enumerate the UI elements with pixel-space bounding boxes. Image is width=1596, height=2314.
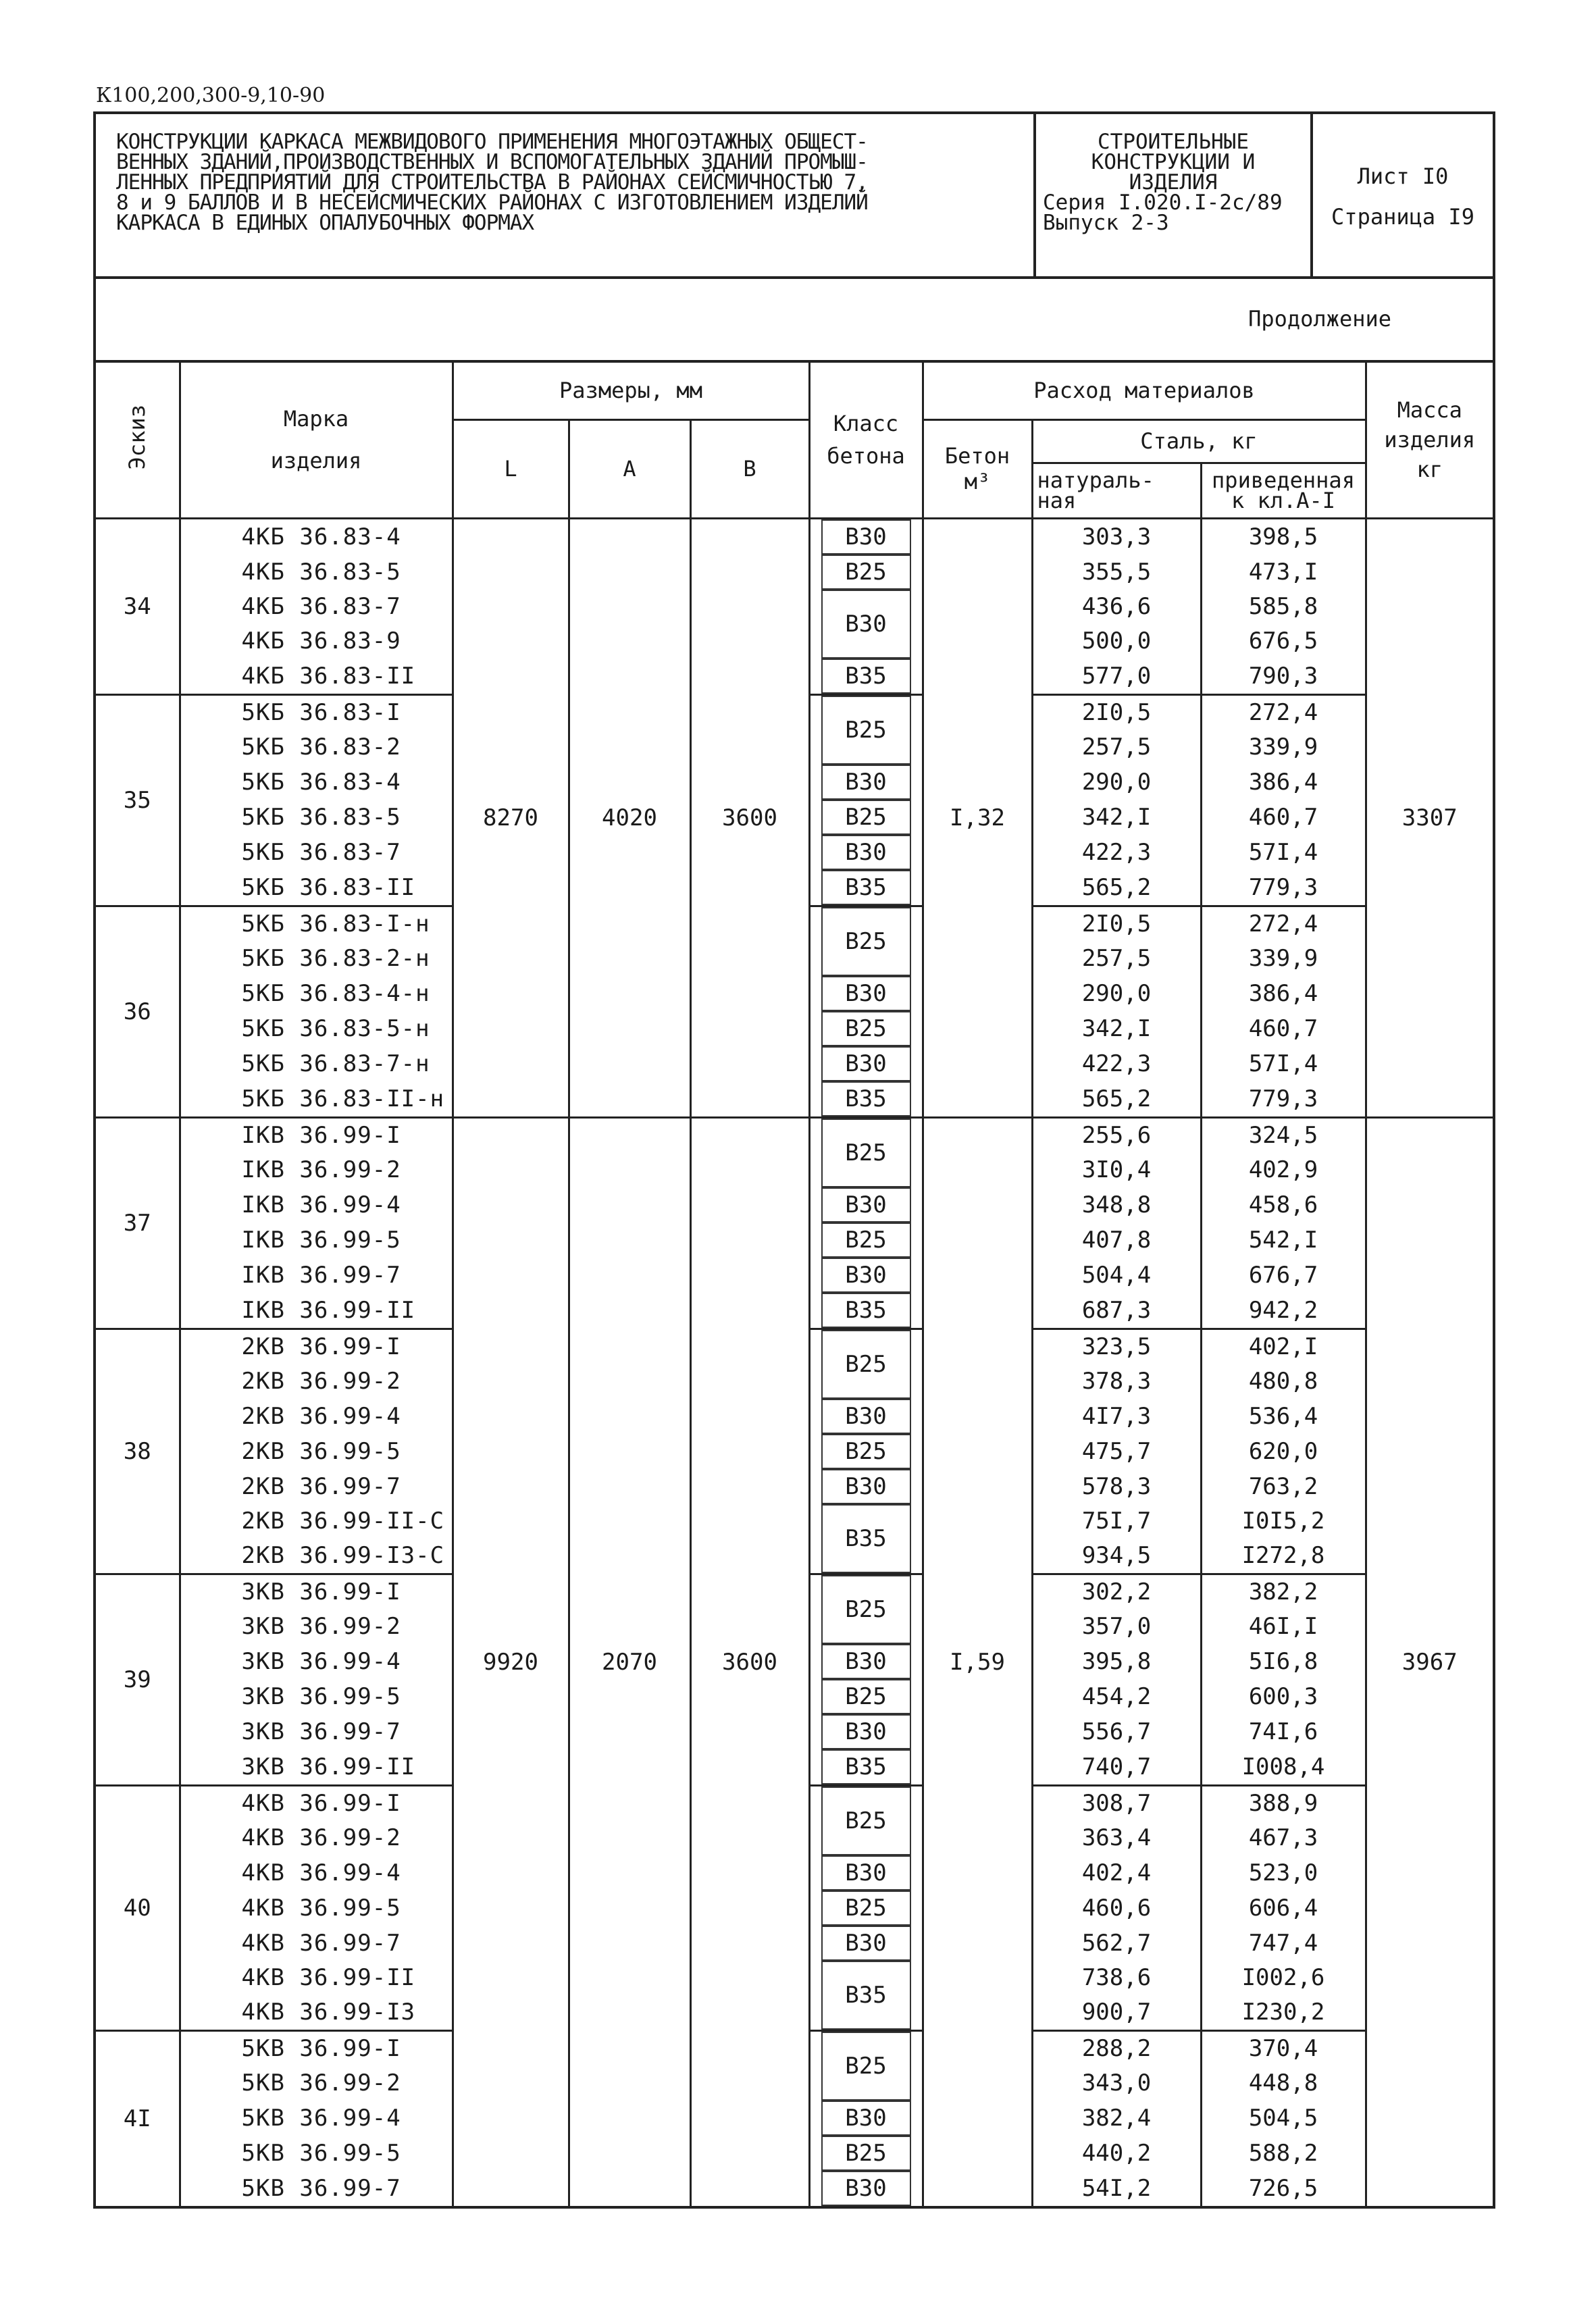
steel-reduced: 779,3 [1201, 1081, 1366, 1118]
steel-reduced: 57I,4 [1201, 1046, 1366, 1081]
product-mark: 2КВ 36.99-7 [180, 1469, 453, 1504]
sheet-block [1313, 114, 1493, 276]
product-mark: 3КВ 36.99-5 [180, 1679, 453, 1714]
table-body [96, 518, 1493, 2206]
sketch-number: 40 [96, 1785, 180, 2030]
steel-reduced: 448,8 [1201, 2066, 1366, 2101]
steel-header: Сталь, кг [1032, 419, 1366, 463]
product-mark: 3КВ 36.99-4 [180, 1644, 453, 1679]
table-row [96, 1117, 1493, 1153]
steel-natural: 440,2 [1032, 2136, 1201, 2171]
steel-reduced-header: приведенная к кл.А-I [1201, 463, 1366, 518]
concrete-class [809, 1329, 923, 1399]
product-mark: 3КВ 36.99-7 [180, 1714, 453, 1749]
steel-natural: 343,0 [1032, 2066, 1201, 2101]
steel-reduced: 272,4 [1201, 694, 1366, 730]
length-header: L [453, 419, 569, 518]
mark-header: Марка изделия [180, 363, 453, 518]
steel-reduced: 473,I [1201, 555, 1366, 590]
concrete-class [809, 1679, 923, 1714]
steel-reduced: 458,6 [1201, 1187, 1366, 1223]
steel-natural: 2I0,5 [1032, 694, 1201, 730]
steel-reduced: 402,I [1201, 1329, 1366, 1364]
issue-number: Выпуск 2-3 [1043, 211, 1169, 235]
title-line: ЛЕННЫХ ПРЕДПРИЯТИЙ ДЛЯ СТРОИТЕЛЬСТВА В РАЙОНАХ СЕЙСМИЧНОСТЬЮ 7, [116, 170, 868, 195]
table-row [96, 518, 1493, 555]
concrete-class-label: В30 [821, 1399, 911, 1434]
concrete-class [809, 2136, 923, 2171]
concrete-class [809, 765, 923, 800]
steel-natural: 900,7 [1032, 1995, 1201, 2030]
product-mark: IКВ 36.99-2 [180, 1153, 453, 1187]
product-mark: 5КБ 36.83-7 [180, 835, 453, 870]
product-mark: IКВ 36.99-I [180, 1117, 453, 1153]
product-mark: 4КБ 36.83-II [180, 659, 453, 695]
steel-natural: 3I0,4 [1032, 1153, 1201, 1187]
steel-natural: 454,2 [1032, 1679, 1201, 1714]
product-mark: 3КВ 36.99-2 [180, 1610, 453, 1644]
steel-natural: 363,4 [1032, 1821, 1201, 1855]
concrete-class [809, 2171, 923, 2206]
concrete-class-label: В30 [821, 1469, 911, 1504]
title-line: КОНСТРУКЦИИ КАРКАСА МЕЖВИДОВОГО ПРИМЕНЕНИЯ МНОГОЭТАЖНЫХ ОБЩЕСТ- [116, 130, 868, 154]
sketch-number: 35 [96, 694, 180, 906]
steel-reduced: 542,I [1201, 1223, 1366, 1258]
concrete-class [809, 1961, 923, 2031]
concrete-class [809, 2101, 923, 2136]
steel-natural: 565,2 [1032, 1081, 1201, 1118]
product-mark: 4КВ 36.99-5 [180, 1891, 453, 1926]
concrete-class-label: В30 [821, 2101, 911, 2136]
steel-natural: 342,I [1032, 800, 1201, 835]
steel-reduced: 339,9 [1201, 730, 1366, 765]
steel-reduced: 460,7 [1201, 1011, 1366, 1046]
product-mark: 4КБ 36.83-9 [180, 624, 453, 659]
steel-reduced: I230,2 [1201, 1995, 1366, 2030]
product-mark: 4КВ 36.99-I [180, 1785, 453, 1821]
steel-natural: 500,0 [1032, 624, 1201, 659]
continuation-label: Продолжение [1248, 306, 1391, 332]
steel-natural: 308,7 [1032, 1785, 1201, 1821]
steel-reduced: 747,4 [1201, 1926, 1366, 1961]
steel-reduced: 585,8 [1201, 590, 1366, 624]
steel-natural: 460,6 [1032, 1891, 1201, 1926]
steel-natural: 302,2 [1032, 1574, 1201, 1610]
concrete-class [809, 518, 923, 555]
steel-natural: 75I,7 [1032, 1504, 1201, 1539]
product-mark: 3КВ 36.99-I [180, 1574, 453, 1610]
series-heading-line: КОНСТРУКЦИИ И [1091, 150, 1256, 174]
product-mark: IКВ 36.99-4 [180, 1187, 453, 1223]
concrete-class [809, 1434, 923, 1469]
product-mass: 3307 [1366, 518, 1493, 1117]
product-mark: 5КВ 36.99-I [180, 2030, 453, 2066]
concrete-class [809, 555, 923, 590]
concrete-class [809, 1046, 923, 1081]
concrete-class-label: В30 [821, 1258, 911, 1293]
concrete-class-label: В25 [821, 907, 911, 976]
steel-reduced: 460,7 [1201, 800, 1366, 835]
product-mark: 5КБ 36.83-II [180, 870, 453, 906]
steel-reduced: 74I,6 [1201, 1714, 1366, 1749]
concrete-class-label: В25 [821, 1679, 911, 1714]
steel-reduced: 763,2 [1201, 1469, 1366, 1504]
concrete-class [809, 1117, 923, 1187]
product-mark: 5КВ 36.99-5 [180, 2136, 453, 2171]
steel-reduced: 504,5 [1201, 2101, 1366, 2136]
steel-reduced: 942,2 [1201, 1293, 1366, 1329]
steel-reduced: 726,5 [1201, 2171, 1366, 2206]
product-mark: 5КБ 36.83-7-н [180, 1046, 453, 1081]
sizes-header: Размеры, мм [453, 363, 809, 419]
steel-reduced: 779,3 [1201, 870, 1366, 906]
steel-natural: 577,0 [1032, 659, 1201, 695]
concrete-class [809, 1574, 923, 1644]
concrete-class [809, 835, 923, 870]
product-mark: 2КВ 36.99-I [180, 1329, 453, 1364]
document-code: К100,200,300-9,10-90 [96, 84, 326, 107]
concrete-class [809, 1293, 923, 1329]
series-heading-line: СТРОИТЕЛЬНЫЕ [1098, 130, 1249, 154]
steel-reduced: 480,8 [1201, 1364, 1366, 1399]
concrete-class-label: В35 [821, 1293, 911, 1328]
concrete-class-label: В25 [821, 1011, 911, 1046]
sketch-number: 36 [96, 906, 180, 1117]
steel-natural: 348,8 [1032, 1187, 1201, 1223]
steel-reduced: 386,4 [1201, 765, 1366, 800]
steel-natural: 4I7,3 [1032, 1399, 1201, 1434]
product-mark: 4КБ 36.83-7 [180, 590, 453, 624]
concrete-class [809, 1926, 923, 1961]
steel-reduced: I0I5,2 [1201, 1504, 1366, 1539]
steel-natural: 556,7 [1032, 1714, 1201, 1749]
steel-natural: 562,7 [1032, 1926, 1201, 1961]
steel-natural: 290,0 [1032, 976, 1201, 1011]
concrete-class [809, 1855, 923, 1891]
steel-reduced: 536,4 [1201, 1399, 1366, 1434]
product-mark: 5КБ 36.83-4 [180, 765, 453, 800]
product-mark: 5КБ 36.83-4-н [180, 976, 453, 1011]
product-mark: 2КВ 36.99-I3-С [180, 1538, 453, 1574]
size-b-value: 3600 [690, 518, 809, 1117]
concrete-class [809, 1504, 923, 1574]
concrete-volume: I,32 [923, 518, 1032, 1117]
steel-natural: 255,6 [1032, 1117, 1201, 1153]
product-mark: 4КВ 36.99-4 [180, 1855, 453, 1891]
product-mark: 5КБ 36.83-I [180, 694, 453, 730]
concrete-class-label: В35 [821, 659, 911, 694]
concrete-class [809, 694, 923, 765]
concrete-class [809, 2030, 923, 2101]
concrete-class [809, 1469, 923, 1504]
steel-natural: 504,4 [1032, 1258, 1201, 1293]
sketch-number: 39 [96, 1574, 180, 1785]
concrete-class-label: В25 [821, 1223, 911, 1258]
product-mark: 4КВ 36.99-II [180, 1961, 453, 1995]
steel-natural: 436,6 [1032, 590, 1201, 624]
specification-table [96, 363, 1493, 2206]
steel-natural: 934,5 [1032, 1538, 1201, 1574]
steel-reduced: 382,2 [1201, 1574, 1366, 1610]
product-mark: IКВ 36.99-II [180, 1293, 453, 1329]
steel-natural: 378,3 [1032, 1364, 1201, 1399]
b-header: B [690, 419, 809, 518]
sheet-number: Лист I0 [1357, 163, 1449, 189]
steel-natural: 578,3 [1032, 1469, 1201, 1504]
size-l-value: 9920 [453, 1117, 569, 2206]
concrete-class [809, 1258, 923, 1293]
steel-reduced: 402,9 [1201, 1153, 1366, 1187]
steel-reduced: I008,4 [1201, 1749, 1366, 1786]
page-number: Страница I9 [1331, 204, 1474, 230]
concrete-class-label: В30 [821, 835, 911, 870]
concrete-class-label: В30 [821, 1926, 911, 1961]
product-mark: 2КВ 36.99-2 [180, 1364, 453, 1399]
continuation-row [96, 279, 1493, 363]
steel-natural: 357,0 [1032, 1610, 1201, 1644]
product-mark: 5КВ 36.99-7 [180, 2171, 453, 2206]
concrete-class-label: В25 [821, 1575, 911, 1644]
steel-natural: 565,2 [1032, 870, 1201, 906]
product-mark: 5КБ 36.83-II-н [180, 1081, 453, 1118]
steel-reduced: 46I,I [1201, 1610, 1366, 1644]
product-mark: IКВ 36.99-7 [180, 1258, 453, 1293]
class-header: Класс бетона [809, 363, 923, 518]
steel-reduced: 386,4 [1201, 976, 1366, 1011]
concrete-class-label: В35 [821, 1504, 911, 1573]
steel-natural: 738,6 [1032, 1961, 1201, 1995]
steel-reduced: 588,2 [1201, 2136, 1366, 2171]
steel-reduced: 523,0 [1201, 1855, 1366, 1891]
concrete-class-label: В30 [821, 1644, 911, 1679]
steel-natural: 402,4 [1032, 1855, 1201, 1891]
steel-reduced: 370,4 [1201, 2030, 1366, 2066]
mass-header: Масса изделия кг [1366, 363, 1493, 518]
concrete-class [809, 870, 923, 906]
concrete-class [809, 906, 923, 976]
concrete-class-label: В35 [821, 1961, 911, 2030]
sketch-number: 38 [96, 1329, 180, 1574]
title-line: КАРКАСА В ЕДИНЫХ ОПАЛУБОЧНЫХ ФОРМАХ [116, 211, 534, 235]
concrete-class [809, 1749, 923, 1786]
concrete-class [809, 976, 923, 1011]
steel-reduced: 272,4 [1201, 906, 1366, 942]
concrete-class-label: В30 [821, 1714, 911, 1749]
concrete-class-label: В30 [821, 519, 911, 555]
concrete-class-label: В35 [821, 870, 911, 905]
steel-reduced: 676,7 [1201, 1258, 1366, 1293]
title-line: ВЕННЫХ ЗДАНИЙ,ПРОИЗВОДСТВЕННЫХ И ВСПОМОГАТЕЛЬНЫХ ЗДАНИЙ ПРОМЫШ- [116, 150, 868, 174]
steel-reduced: 398,5 [1201, 518, 1366, 555]
steel-natural: 475,7 [1032, 1434, 1201, 1469]
steel-natural: 2I0,5 [1032, 906, 1201, 942]
steel-natural: 687,3 [1032, 1293, 1201, 1329]
concrete-class-label: В25 [821, 1434, 911, 1469]
steel-reduced: I002,6 [1201, 1961, 1366, 1995]
concrete-class-label: В35 [821, 1749, 911, 1784]
concrete-class [809, 659, 923, 695]
concrete-class-label: В30 [821, 1046, 911, 1081]
steel-natural: 257,5 [1032, 942, 1201, 976]
product-mark: 4КБ 36.83-4 [180, 518, 453, 555]
concrete-class-label: В30 [821, 2171, 911, 2206]
concrete-class-label: В25 [821, 1119, 911, 1187]
concrete-class-label: В30 [821, 976, 911, 1011]
steel-reduced: 57I,4 [1201, 835, 1366, 870]
concrete-class-label: В30 [821, 1187, 911, 1223]
steel-reduced: I272,8 [1201, 1538, 1366, 1574]
title-line: 8 и 9 БАЛЛОВ И В НЕСЕЙСМИЧЕСКИХ РАЙОНАХ С ИЗГОТОВЛЕНИЕМ ИЗДЕЛИЙ [116, 190, 868, 215]
concrete-class-label: В35 [821, 1081, 911, 1116]
concrete-class [809, 1644, 923, 1679]
steel-natural: 342,I [1032, 1011, 1201, 1046]
steel-reduced: 467,3 [1201, 1821, 1366, 1855]
size-a-value: 2070 [569, 1117, 690, 2206]
steel-natural-header: натураль- ная [1032, 463, 1201, 518]
steel-natural: 257,5 [1032, 730, 1201, 765]
concrete-class [809, 1081, 923, 1118]
concrete-class [809, 1714, 923, 1749]
product-mark: 2КВ 36.99-4 [180, 1399, 453, 1434]
product-mark: 5КВ 36.99-2 [180, 2066, 453, 2101]
steel-reduced: 339,9 [1201, 942, 1366, 976]
materials-header: Расход материалов [923, 363, 1366, 419]
concrete-class-label: В25 [821, 1891, 911, 1926]
steel-reduced: 324,5 [1201, 1117, 1366, 1153]
concrete-class [809, 1785, 923, 1855]
product-mark: 5КБ 36.83-2-н [180, 942, 453, 976]
steel-natural: 407,8 [1032, 1223, 1201, 1258]
product-mass: 3967 [1366, 1117, 1493, 2206]
concrete-class-label: В25 [821, 2032, 911, 2101]
concrete-class [809, 1399, 923, 1434]
sketch-number: 34 [96, 518, 180, 694]
product-mark: 2КВ 36.99-5 [180, 1434, 453, 1469]
series-block [1036, 114, 1313, 276]
document-title [96, 114, 1036, 276]
size-a-value: 4020 [569, 518, 690, 1117]
concrete-volume: I,59 [923, 1117, 1032, 2206]
steel-natural: 54I,2 [1032, 2171, 1201, 2206]
concrete-class [809, 1223, 923, 1258]
size-l-value: 8270 [453, 518, 569, 1117]
sketch-header: Эскиз [96, 363, 180, 518]
series-heading-line: ИЗДЕЛИЯ [1129, 170, 1218, 195]
steel-natural: 355,5 [1032, 555, 1201, 590]
concrete-class-label: В30 [821, 1855, 911, 1891]
steel-reduced: 388,9 [1201, 1785, 1366, 1821]
product-mark: 4КВ 36.99-2 [180, 1821, 453, 1855]
product-mark: 5КБ 36.83-2 [180, 730, 453, 765]
steel-natural: 323,5 [1032, 1329, 1201, 1364]
steel-natural: 290,0 [1032, 765, 1201, 800]
concrete-class-label: В25 [821, 800, 911, 835]
series-number: Серия I.020.I-2с/89 [1043, 190, 1283, 215]
concrete-class [809, 1187, 923, 1223]
steel-natural: 395,8 [1032, 1644, 1201, 1679]
steel-natural: 740,7 [1032, 1749, 1201, 1786]
concrete-class-label: В25 [821, 1330, 911, 1399]
concrete-header: Бетон м³ [923, 419, 1032, 518]
concrete-class [809, 800, 923, 835]
concrete-class [809, 590, 923, 659]
concrete-class-label: В25 [821, 2136, 911, 2171]
concrete-class-label: В25 [821, 555, 911, 590]
steel-reduced: 620,0 [1201, 1434, 1366, 1469]
product-mark: 5КБ 36.83-5 [180, 800, 453, 835]
concrete-class-label: В30 [821, 765, 911, 800]
sketch-number: 37 [96, 1117, 180, 1329]
product-mark: 5КБ 36.83-I-н [180, 906, 453, 942]
steel-reduced: 606,4 [1201, 1891, 1366, 1926]
product-mark: 5КВ 36.99-4 [180, 2101, 453, 2136]
steel-reduced: 600,3 [1201, 1679, 1366, 1714]
concrete-class [809, 1891, 923, 1926]
concrete-class-label: В25 [821, 1786, 911, 1855]
product-mark: 4КБ 36.83-5 [180, 555, 453, 590]
steel-natural: 422,3 [1032, 835, 1201, 870]
sketch-number: 4I [96, 2030, 180, 2206]
product-mark: 2КВ 36.99-II-С [180, 1504, 453, 1539]
steel-natural: 303,3 [1032, 518, 1201, 555]
steel-natural: 288,2 [1032, 2030, 1201, 2066]
product-mark: 4КВ 36.99-I3 [180, 1995, 453, 2030]
concrete-class [809, 1011, 923, 1046]
product-mark: 3КВ 36.99-II [180, 1749, 453, 1786]
product-mark: 4КВ 36.99-7 [180, 1926, 453, 1961]
concrete-class-label: В25 [821, 696, 911, 765]
a-header: A [569, 419, 690, 518]
title-block [96, 114, 1493, 279]
product-mark: IКВ 36.99-5 [180, 1223, 453, 1258]
steel-reduced: 5I6,8 [1201, 1644, 1366, 1679]
size-b-value: 3600 [690, 1117, 809, 2206]
document-frame [93, 111, 1495, 2209]
steel-natural: 422,3 [1032, 1046, 1201, 1081]
product-mark: 5КБ 36.83-5-н [180, 1011, 453, 1046]
concrete-class-label: В30 [821, 590, 911, 659]
steel-reduced: 676,5 [1201, 624, 1366, 659]
steel-natural: 382,4 [1032, 2101, 1201, 2136]
steel-reduced: 790,3 [1201, 659, 1366, 695]
